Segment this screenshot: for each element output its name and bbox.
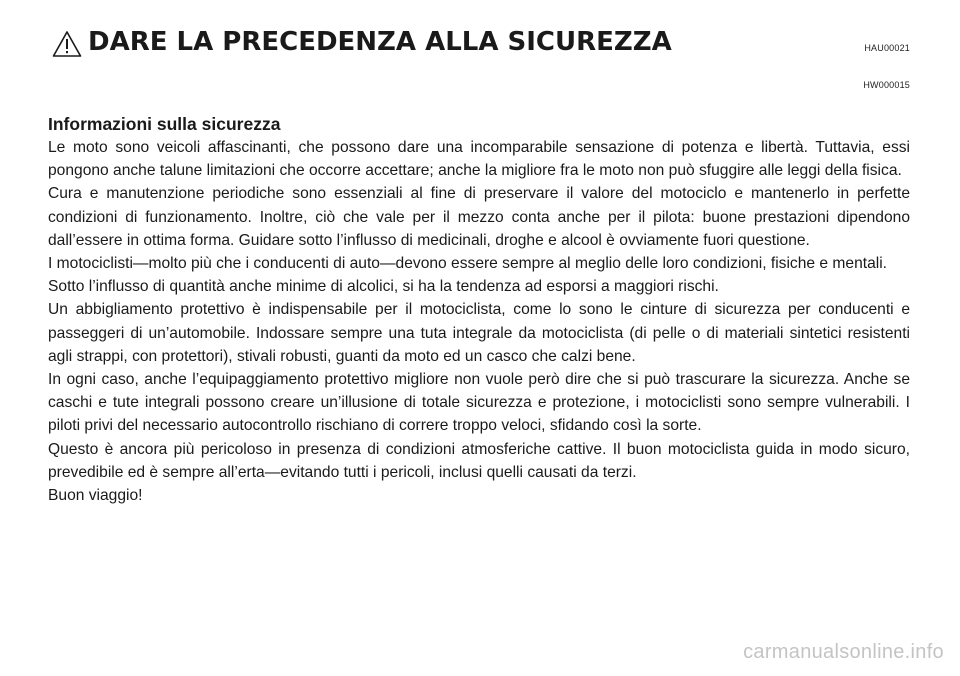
content-body [48, 112, 910, 507]
section-code: HAU00021 [864, 43, 910, 53]
paragraph-intro: Le moto sono veicoli affascinanti, che possono dare una incomparabile sensazione di potenza e libertà. Tuttavia, essi pongono anche talune limitazioni che occorre accettare; anche la migliore fra le moto non può sfuggire alle leggi della fisica. [48, 139, 910, 180]
section-title: Informazioni sulla sicurezza [48, 114, 281, 134]
warning-code: HW000015 [863, 80, 910, 90]
page-header [48, 26, 910, 66]
paragraph-condition: I motociclisti—molto più che i conducenti di auto—devono essere sempre al meglio delle loro condizioni, fisiche e mentali. [48, 255, 888, 273]
page-title: DARE LA PRECEDENZA ALLA SICUREZZA [88, 27, 672, 57]
paragraph-closing: Buon viaggio! [48, 487, 143, 505]
paragraph-maintenance: Cura e manutenzione periodiche sono essenziali al fine di preservare il valore del motociclo e mantenerlo in perfette condizioni di funzionamento. Inoltre, ciò che vale per il mezzo conta anche per il pilota: buone prestazioni dipendono dall’essere in ottima forma. Guidare sotto l’influsso di medicinali, droghe e alcool è ovviamente fuori questione. [48, 185, 910, 249]
paragraph-vulnerability: In ogni caso, anche l’equipaggiamento protettivo migliore non vuole però dire che si può trascurare la sicurezza. Anche se caschi e tute integrali possono creare un’illusione di totale sicurezza e protezione, i motociclisti sono sempre vulnerabili. I piloti privi del necessario autocontrollo rischiano di correre troppo veloci, sfidando così la sorte. [48, 371, 910, 435]
warning-triangle-icon [52, 30, 82, 58]
watermark: carmanualsonline.info [743, 641, 944, 663]
paragraph-clothing: Un abbigliamento protettivo è indispensabile per il motociclista, come lo sono le cinture di sicurezza per conducenti e passeggeri di un’automobile. Indossare sempre una tuta integrale da motociclista (di pelle o di materiali sintetici resistenti agli strappi, con protettori), stivali robusti, guanti da moto ed un casco che calzi bene. [48, 301, 910, 365]
paragraph-weather: Questo è ancora più pericoloso in presenza di condizioni atmosferiche cattive. Il buon motociclista guida in modo sicuro, prevedibile ed è sempre all’erta—evitando tutti i pericoli, inclusi quelli causati da terzi. [48, 440, 910, 481]
paragraph-alcohol: Sotto l’influsso di quantità anche minime di alcolici, si ha la tendenza ad esporsi a maggiori rischi. [48, 278, 719, 296]
